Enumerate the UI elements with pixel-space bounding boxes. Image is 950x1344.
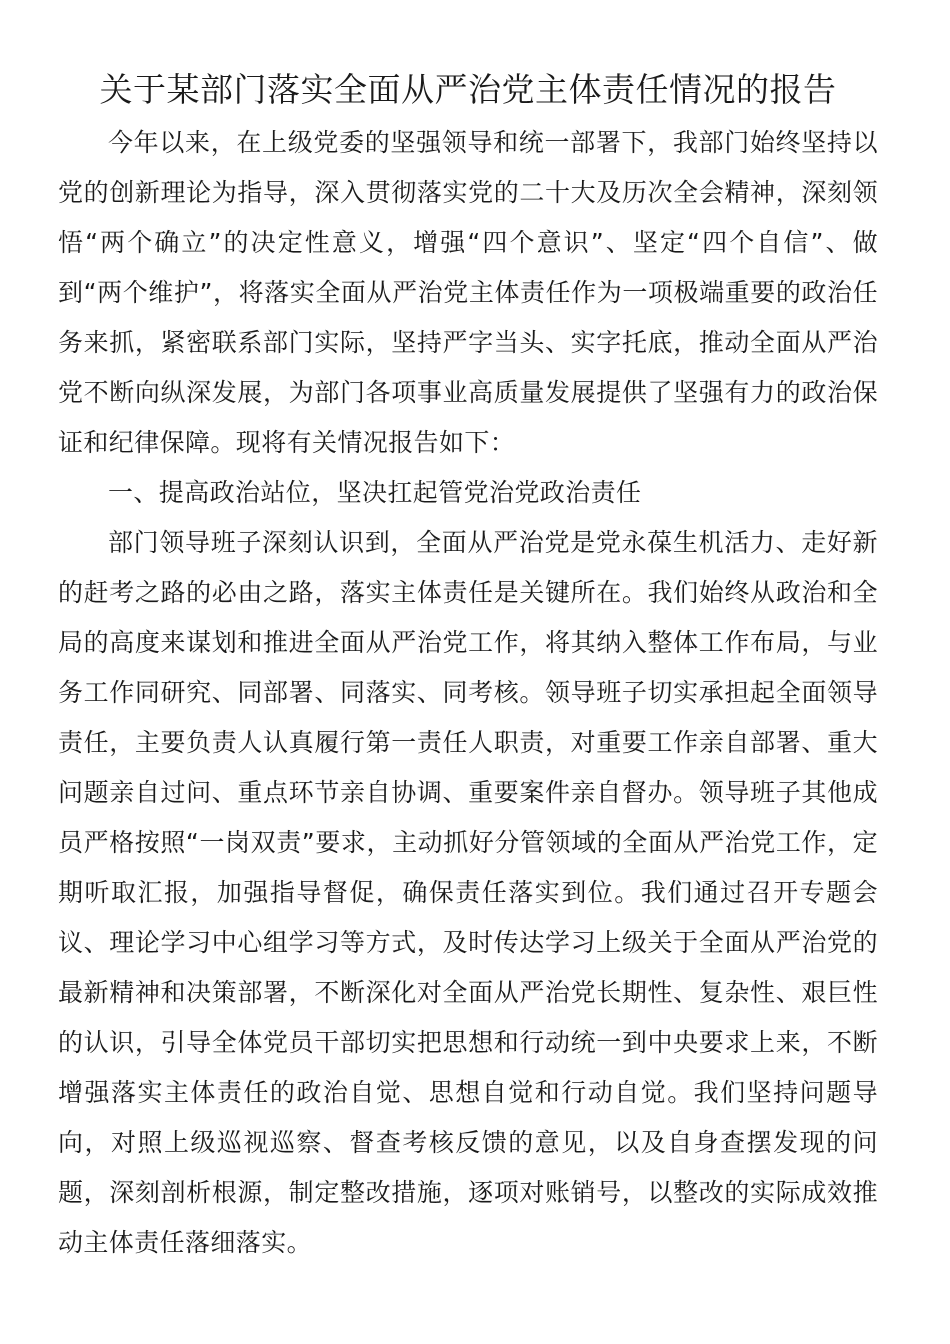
section-1-heading: 一、提高政治站位，坚决扛起管党治党政治责任 [108, 478, 642, 507]
document-title: 关于某部门落实全面从严治党主体责任情况的报告 [99, 70, 837, 109]
intro-paragraph: 今年以来，在上级党委的坚强领导和统一部署下，我部门始终坚持以党的创新理论为指导，深入贯彻落实党的二十大及历次全会精神，深刻领悟“两个确立”的决定性意义，增强“四个意识”、坚定“四个自信”、做到“两个维护”，将落实全面从严治党主体责任作为一项极端重要的政治任务来抓，紧密联系部门实际，坚持严字当头、实字托底，推动全面从严治党不断向纵深发展，为部门各项事业高质量发展提供了坚强有力的政治保证和纪律保障。现将有关情况报告如下： [58, 128, 878, 457]
section-1-paragraph: 部门领导班子深刻认识到，全面从严治党是党永葆生机活力、走好新的赶考之路的必由之路，落实主体责任是关键所在。我们始终从政治和全局的高度来谋划和推进全面从严治党工作，将其纳入整体工作布局，与业务工作同研究、同部署、同落实、同考核。领导班子切实承担起全面领导责任，主要负责人认真履行第一责任人职责，对重要工作亲自部署、重大问题亲自过问、重点环节亲自协调、重要案件亲自督办。领导班子其他成员严格按照“一岗双责”要求，主动抓好分管领域的全面从严治党工作，定期听取汇报，加强指导督促，确保责任落实到位。我们通过召开专题会议、理论学习中心组学习等方式，及时传达学习上级关于全面从严治党的最新精神和决策部署，不断深化对全面从严治党长期性、复杂性、艰巨性的认识，引导全体党员干部切实把思想和行动统一到中央要求上来，不断增强落实主体责任的政治自觉、思想自觉和行动自觉。我们坚持问题导向，对照上级巡视巡察、督查考核反馈的意见，以及自身查摆发现的问题，深刻剖析根源，制定整改措施，逐项对账销号，以整改的实际成效推动主体责任落细落实。 [58, 528, 878, 1257]
